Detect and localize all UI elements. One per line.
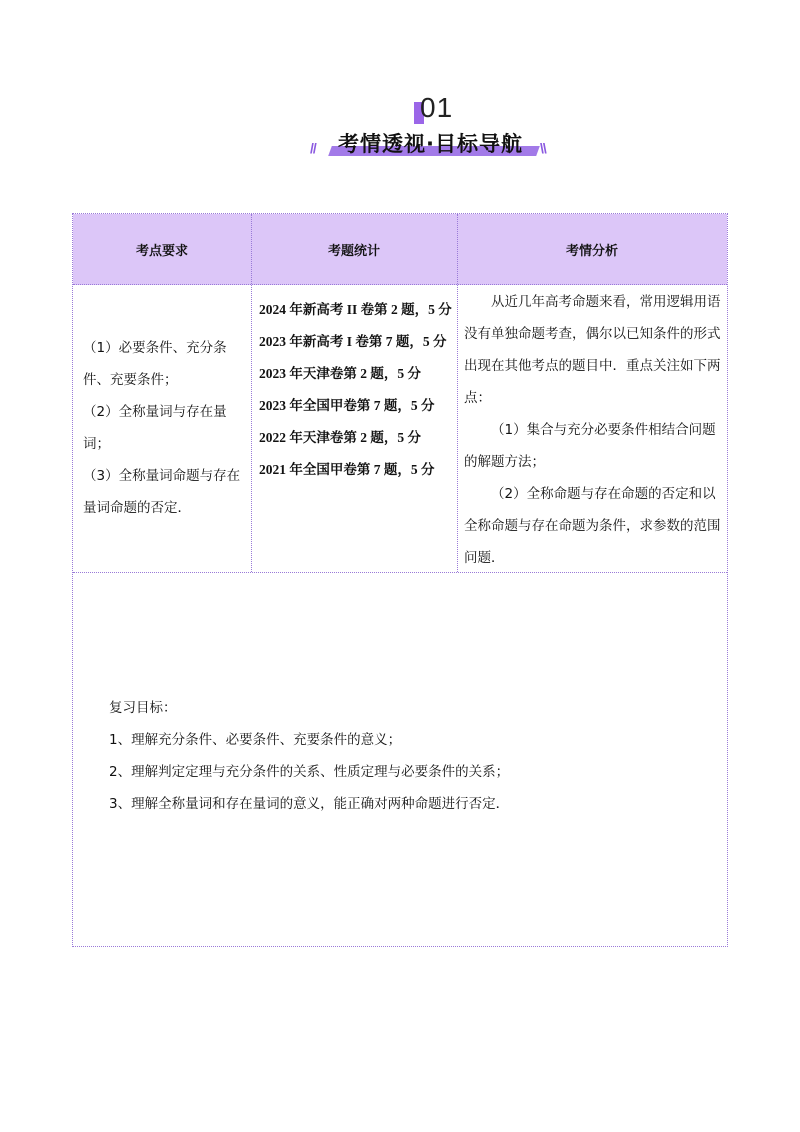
- stat-item: 2021 年全国甲卷第 7 题，5 分: [259, 462, 435, 477]
- goals-heading: 复习目标：: [109, 700, 177, 716]
- section-number-text: 01: [420, 92, 454, 123]
- analysis-intro: 从近几年高考命题来看，常用逻辑用语没有单独命题考查，偶尔以已知条件的形式出现在其他考点的题目中．重点关注如下两点：: [464, 294, 721, 406]
- requirement-item: （1）必要条件、充分条件、充要条件；: [83, 340, 227, 388]
- goal-item: 2、理解判定定理与充分条件的关系、性质定理与必要条件的关系；: [109, 764, 510, 780]
- table-header-row: [73, 214, 727, 285]
- left-slash-decoration: //: [310, 140, 316, 156]
- statistics-cell: [259, 294, 459, 486]
- review-goals: [109, 692, 709, 820]
- right-slash-decoration: \\: [540, 140, 546, 156]
- column-header-requirements: 考点要求: [135, 244, 188, 259]
- requirements-cell: [83, 332, 251, 524]
- stat-item: 2023 年天津卷第 2 题，5 分: [259, 366, 421, 381]
- stat-item: 2024 年新高考 II 卷第 2 题，5 分: [259, 302, 452, 317]
- stat-item: 2023 年全国甲卷第 7 题，5 分: [259, 398, 435, 413]
- analysis-cell: [464, 286, 722, 574]
- section-number: [412, 92, 472, 128]
- section-header: [0, 92, 800, 172]
- section-title-banner: [308, 128, 556, 162]
- analysis-point: （1）集合与充分必要条件相结合问题的解题方法；: [464, 422, 716, 470]
- stat-item: 2022 年天津卷第 2 题，5 分: [259, 430, 421, 445]
- column-header-statistics: 考题统计: [327, 244, 380, 259]
- goal-item: 3、理解全称量词和存在量词的意义，能正确对两种命题进行否定．: [109, 796, 510, 812]
- exam-analysis-table: [72, 213, 728, 947]
- section-title: 考情透视·目标导航: [338, 132, 523, 156]
- goal-item: 1、理解充分条件、必要条件、充要条件的意义；: [109, 732, 402, 748]
- analysis-point: （2）全称命题与存在命题的否定和以全称命题与存在命题为条件，求参数的范围问题．: [464, 486, 721, 566]
- requirement-item: （3）全称量词命题与存在量词命题的否定．: [83, 468, 241, 516]
- table-body-row: [73, 284, 727, 573]
- requirement-item: （2）全称量词与存在量词；: [83, 404, 227, 452]
- stat-item: 2023 年新高考 I 卷第 7 题，5 分: [259, 334, 447, 349]
- column-header-analysis: 考情分析: [565, 244, 618, 259]
